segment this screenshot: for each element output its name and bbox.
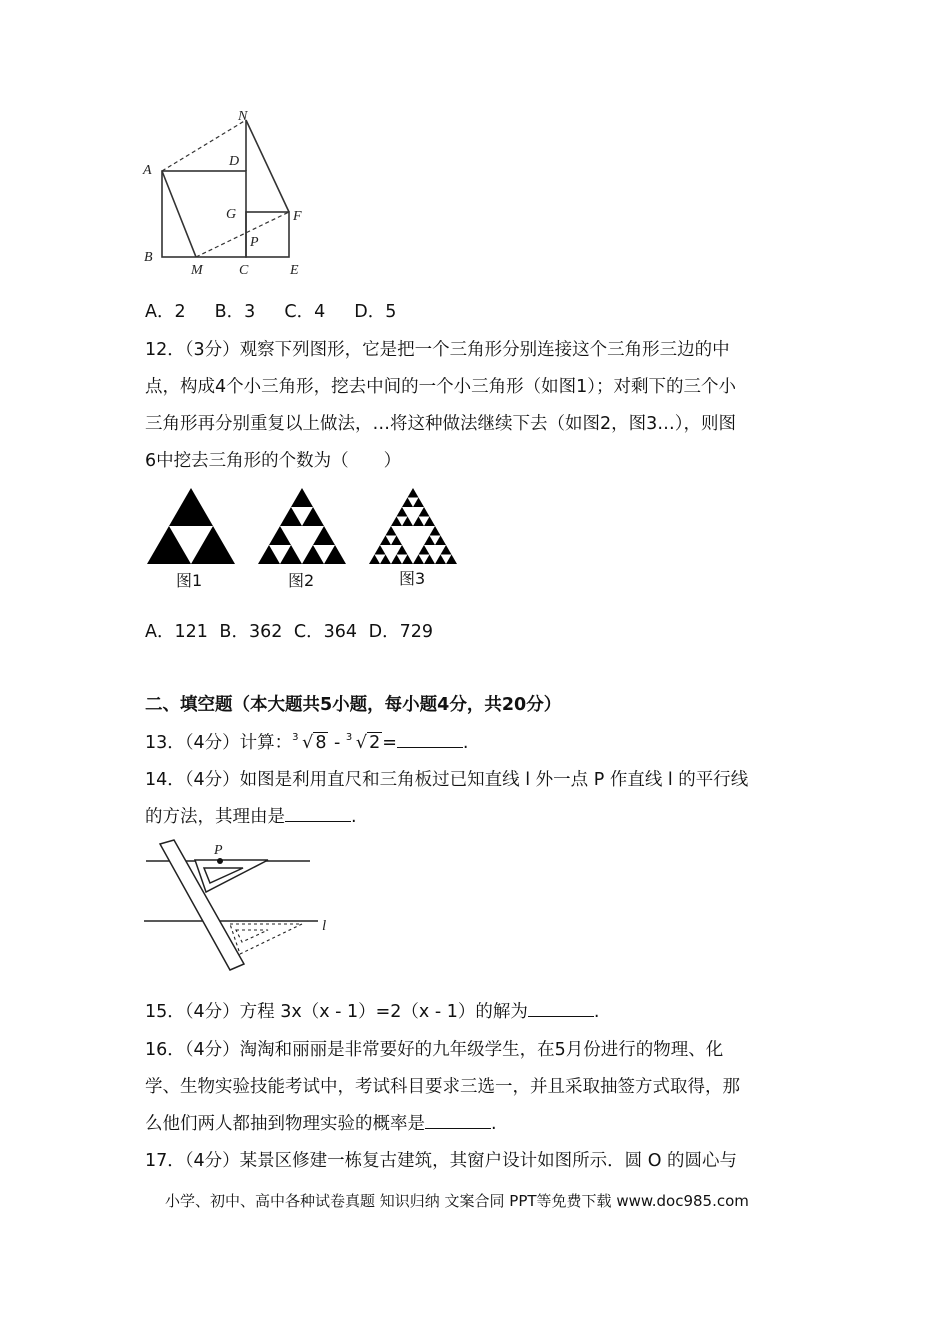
q17-line1: 17．（4分）某景区修建一栋复古建筑，其窗户设计如图所示．圆 O 的圆心与: [145, 1151, 738, 1171]
q11-options: A．2 B．3 C．4 D．5: [145, 302, 397, 322]
geometry-figure-q11: [140, 108, 320, 280]
caption-figure-2: 图2: [288, 571, 315, 590]
q13-prefix: 13．（4分）计算：: [145, 733, 293, 753]
q12-line1: 12．（3分）观察下列图形，它是把一个三角形分别连接这个三角形三边的中: [145, 340, 730, 360]
triangle-lower-inner-dashed: [236, 930, 268, 942]
label-p: P: [214, 843, 223, 858]
label-c: C: [239, 263, 249, 278]
cube-root-2: 3 √ 2: [345, 732, 381, 753]
label-m: M: [191, 263, 203, 278]
q12-line3: 三角形再分别重复以上做法，…将这种做法继续下去（如图2，图3…），则图: [145, 414, 737, 434]
q16-line3: 么他们两人都抽到物理实验的概率是 .: [145, 1114, 497, 1134]
page-footer: 小学、初中、高中各种试卷真题 知识归纳 文案合同 PPT等免费下载 www.doc985.com: [165, 1192, 749, 1210]
section-2-title: 二、填空题（本大题共5小题，每小题4分，共20分）: [145, 695, 562, 715]
sierpinski-figure-2: [256, 486, 348, 566]
segment-am: [162, 171, 196, 257]
triangle-lower-dashed: [230, 924, 302, 954]
q15-line: 15．（4分）方程 3x（x ‑ 1）=2（x ‑ 1）的解为 .: [145, 1002, 600, 1022]
q15-answer-blank[interactable]: [528, 1000, 594, 1017]
label-f: F: [293, 209, 302, 224]
label-d: D: [229, 154, 240, 169]
sierpinski-figure-3: [367, 486, 459, 566]
q13-answer-blank[interactable]: [397, 731, 463, 748]
q13-line: 13．（4分）计算： 3 √ 8 ‑ 3 √ 2 = .: [145, 732, 469, 753]
q13-minus: ‑: [328, 733, 346, 753]
dashed-mf: [196, 212, 289, 257]
label-a: A: [143, 163, 152, 178]
sierpinski-figure-1: [145, 486, 237, 566]
q16-line1: 16．（4分）淘淘和丽丽是非常要好的九年级学生，在5月份进行的物理、化: [145, 1040, 724, 1060]
point-p-dot: [217, 858, 223, 864]
q12-line2: 点，构成4个小三角形，挖去中间的一个小三角形（如图1）；对剩下的三个小: [145, 377, 737, 397]
q14-line2: 的方法，其理由是 .: [145, 807, 357, 827]
q16-answer-blank[interactable]: [425, 1112, 491, 1129]
q14-line1: 14．（4分）如图是利用直尺和三角板过已知直线 l 外一点 P 作直线 l 的平行线: [145, 770, 749, 790]
label-e: E: [290, 263, 299, 278]
label-b: B: [144, 250, 153, 265]
segment-nf: [246, 120, 289, 212]
q12-line4: 6中挖去三角形的个数为（ ）: [145, 451, 402, 471]
q14-answer-blank[interactable]: [285, 805, 351, 822]
label-l: l: [322, 918, 327, 934]
cube-root-8: 3 √ 8: [292, 732, 327, 753]
label-n: N: [238, 109, 248, 124]
q12-options: A．121 B．362 C．364 D．729: [145, 622, 433, 642]
caption-figure-1: 图1: [176, 571, 203, 590]
label-g: G: [226, 207, 237, 222]
label-p: P: [250, 235, 259, 250]
triangle-upper: [195, 860, 268, 892]
caption-figure-3: 图3: [399, 569, 426, 588]
ruler-triangle-figure-q14: [140, 838, 340, 974]
q16-line2: 学、生物实验技能考试中，考试科目要求三选一，并且采取抽签方式取得，那: [145, 1077, 740, 1097]
